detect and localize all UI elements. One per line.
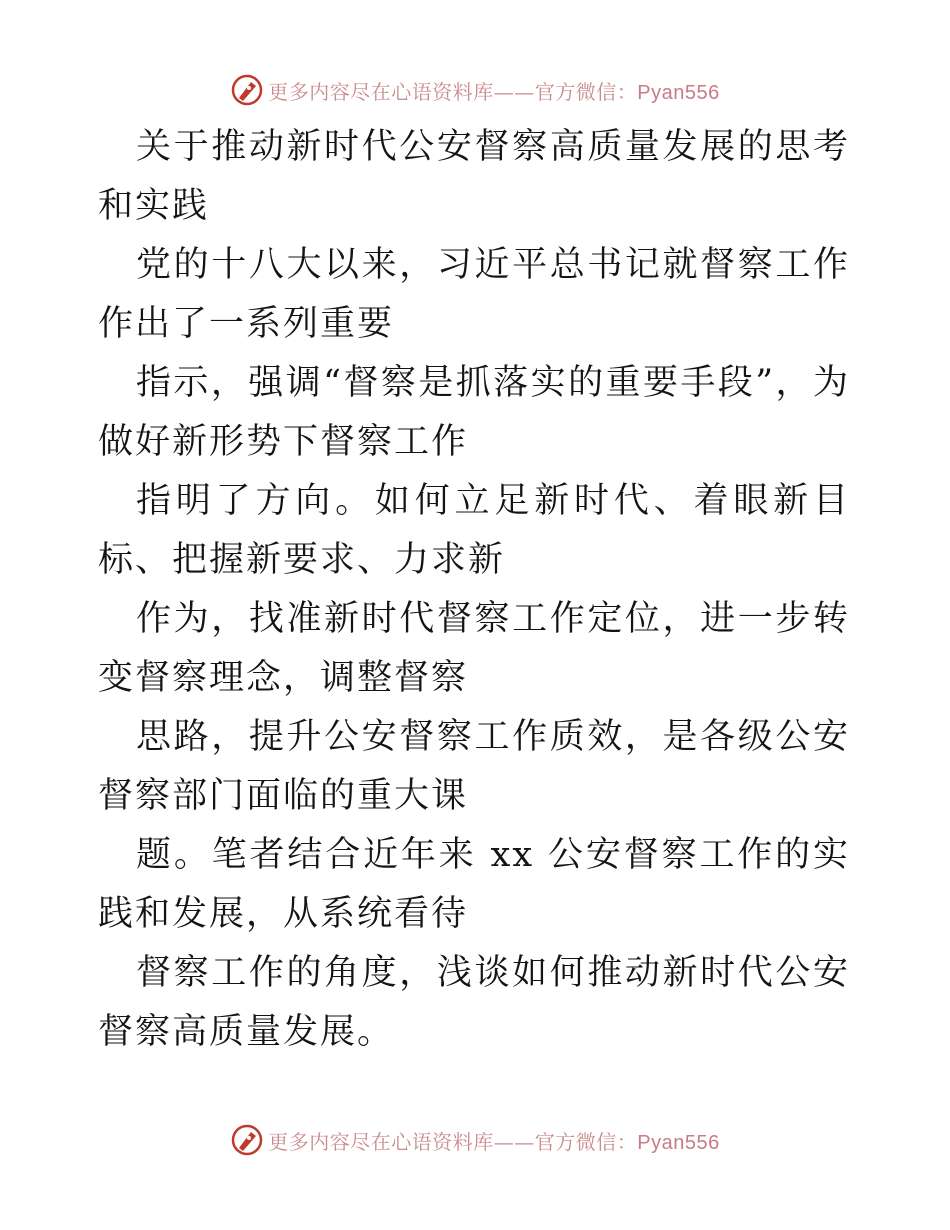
paragraph-line: 督察工作的角度，浅谈如何推动新时代公安督察高质量发展。 xyxy=(98,953,850,1052)
document-title: 关于推动新时代公安督察高质量发展的思考和实践 xyxy=(98,127,850,226)
paragraph-line: 思路，提升公安督察工作质效，是各级公安督察部门面临的重大课 xyxy=(98,717,850,816)
footer-banner-label: 更多内容尽在心语资料库——官方微信： xyxy=(268,1129,638,1154)
paragraph-line: 指明了方向。如何立足新时代、着眼新目标、把握新要求、力求新 xyxy=(98,481,850,580)
pen-nib-logo-icon xyxy=(230,1123,264,1157)
paragraph-line: 指示，强调“督察是抓落实的重要手段”，为做好新形势下督察工作 xyxy=(98,363,850,462)
paragraph-line: 作为，找准新时代督察工作定位，进一步转变督察理念，调整督察 xyxy=(98,599,850,698)
header-banner-label: 更多内容尽在心语资料库——官方微信： xyxy=(268,79,638,104)
header-wechat-id: Pyan556 xyxy=(637,81,720,104)
footer-wechat-id: Pyan556 xyxy=(637,1131,720,1154)
footer-banner xyxy=(0,1120,950,1160)
document-body xyxy=(98,118,850,1062)
paragraph-line: 题。笔者结合近年来 xx 公安督察工作的实践和发展，从系统看待 xyxy=(98,835,850,934)
header-banner xyxy=(0,70,950,110)
footer-banner-text xyxy=(268,1126,719,1155)
pen-nib-logo-icon xyxy=(230,73,264,107)
header-banner-text xyxy=(268,76,719,105)
paragraph-line: 党的十八大以来，习近平总书记就督察工作作出了一系列重要 xyxy=(98,245,850,344)
